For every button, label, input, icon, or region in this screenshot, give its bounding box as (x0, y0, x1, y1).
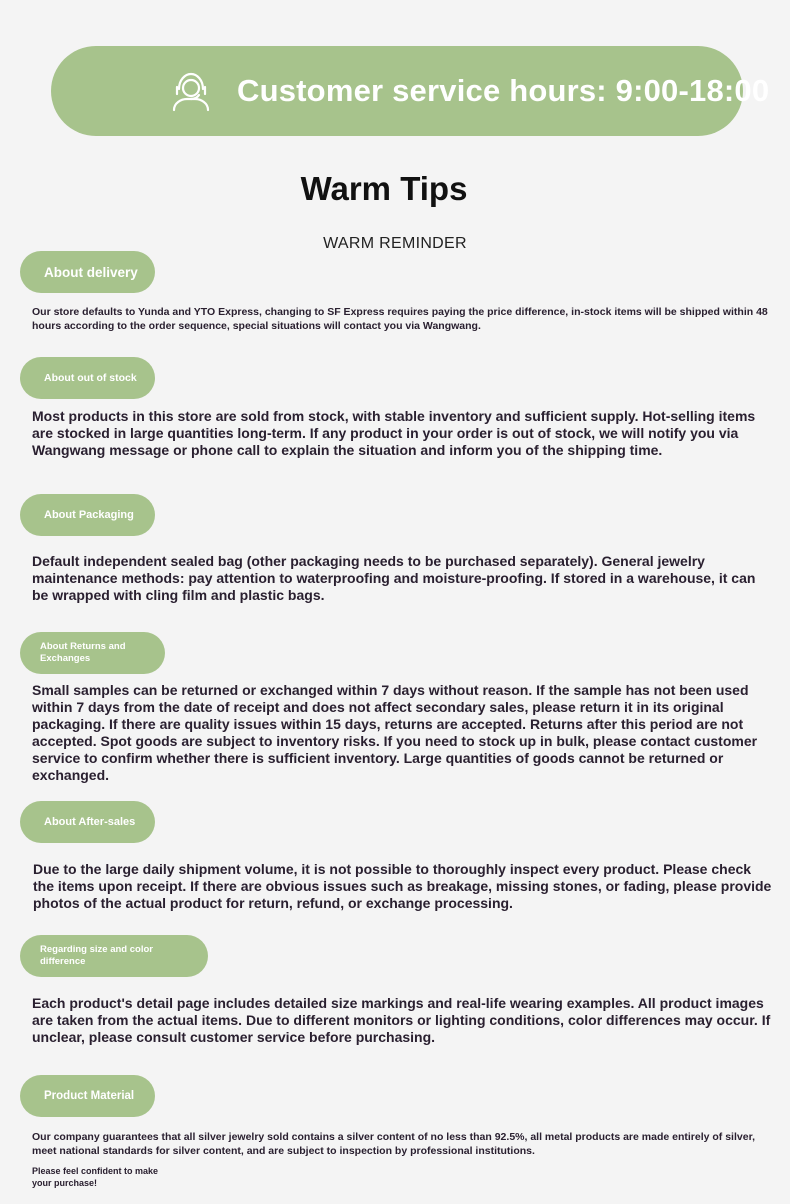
customer-service-headset-icon (169, 69, 213, 113)
service-hours-banner (51, 46, 770, 136)
section-label-packaging: About Packaging (20, 494, 155, 536)
closing-note: Please feel confident to make your purchase! (32, 1166, 159, 1188)
page-subtitle: WARM REMINDER (323, 235, 467, 252)
section-text-after-sales: Due to the large daily shipment volume, it is not possible to thoroughly inspect every product. Please check the items upon receipt. If there are obvious issues such as breakage, missing stones, or fading, please provide photos of the actual product for return, refund, or exchange processing. (33, 861, 772, 911)
section-text-returns-exchanges: Small samples can be returned or exchanged within 7 days without reason. If the sample has not been used within 7 days from the date of receipt and does not affect secondary sales, please return it in its original packaging. If there are quality issues within 15 days, returns are accepted. Returns after this period are not accepted. Spot goods are subject to inventory risks. If you need to stock up in bulk, please contact customer service to confirm whether there is sufficient inventory. Large quantities of goods cannot be returned or exchanged. (32, 682, 758, 783)
section-label-returns-exchanges: About Returns and Exchanges (20, 632, 165, 674)
section-label-delivery: About delivery (20, 251, 155, 293)
section-text-packaging: Default independent sealed bag (other packaging needs to be purchased separately). General jewelry maintenance methods: pay attention to waterproofing and moisture-proofing. If stored in a warehouse, it can be wrapped with cling film and plastic bags. (32, 553, 756, 603)
section-label-size-color: Regarding size and color difference (20, 935, 208, 977)
section-text-out-of-stock: Most products in this store are sold from stock, with stable inventory and sufficient supply. Hot-selling items are stocked in large quantities long-term. If any product in your order is out of stock, we will notify you via Wangwang message or phone call to explain the situation and inform you of the shipping time. (32, 408, 756, 458)
page-title: Warm Tips (300, 170, 468, 207)
section-label-material: Product Material (20, 1075, 155, 1117)
section-label-after-sales: About After-sales (20, 801, 155, 843)
service-hours-text: Customer service hours: 9:00-18:00 (237, 73, 770, 108)
section-label-out-of-stock: About out of stock (20, 357, 155, 399)
section-text-delivery: Our store defaults to Yunda and YTO Express, changing to SF Express requires paying the price difference, in-stock items will be shipped within 48 hours according to the order sequence, special situations will contact you via Wangwang. (32, 306, 768, 332)
section-text-material: Our company guarantees that all silver jewelry sold contains a silver content of no less than 92.5%, all metal products are made entirely of silver, meet national standards for silver content, and are subject to inspection by professional institutions. (32, 1131, 755, 1157)
section-text-size-color: Each product's detail page includes detailed size markings and real-life wearing examples. All product images are taken from the actual items. Due to different monitors or lighting conditions, color differences may occur. If unclear, please consult customer service before purchasing. (32, 995, 771, 1045)
